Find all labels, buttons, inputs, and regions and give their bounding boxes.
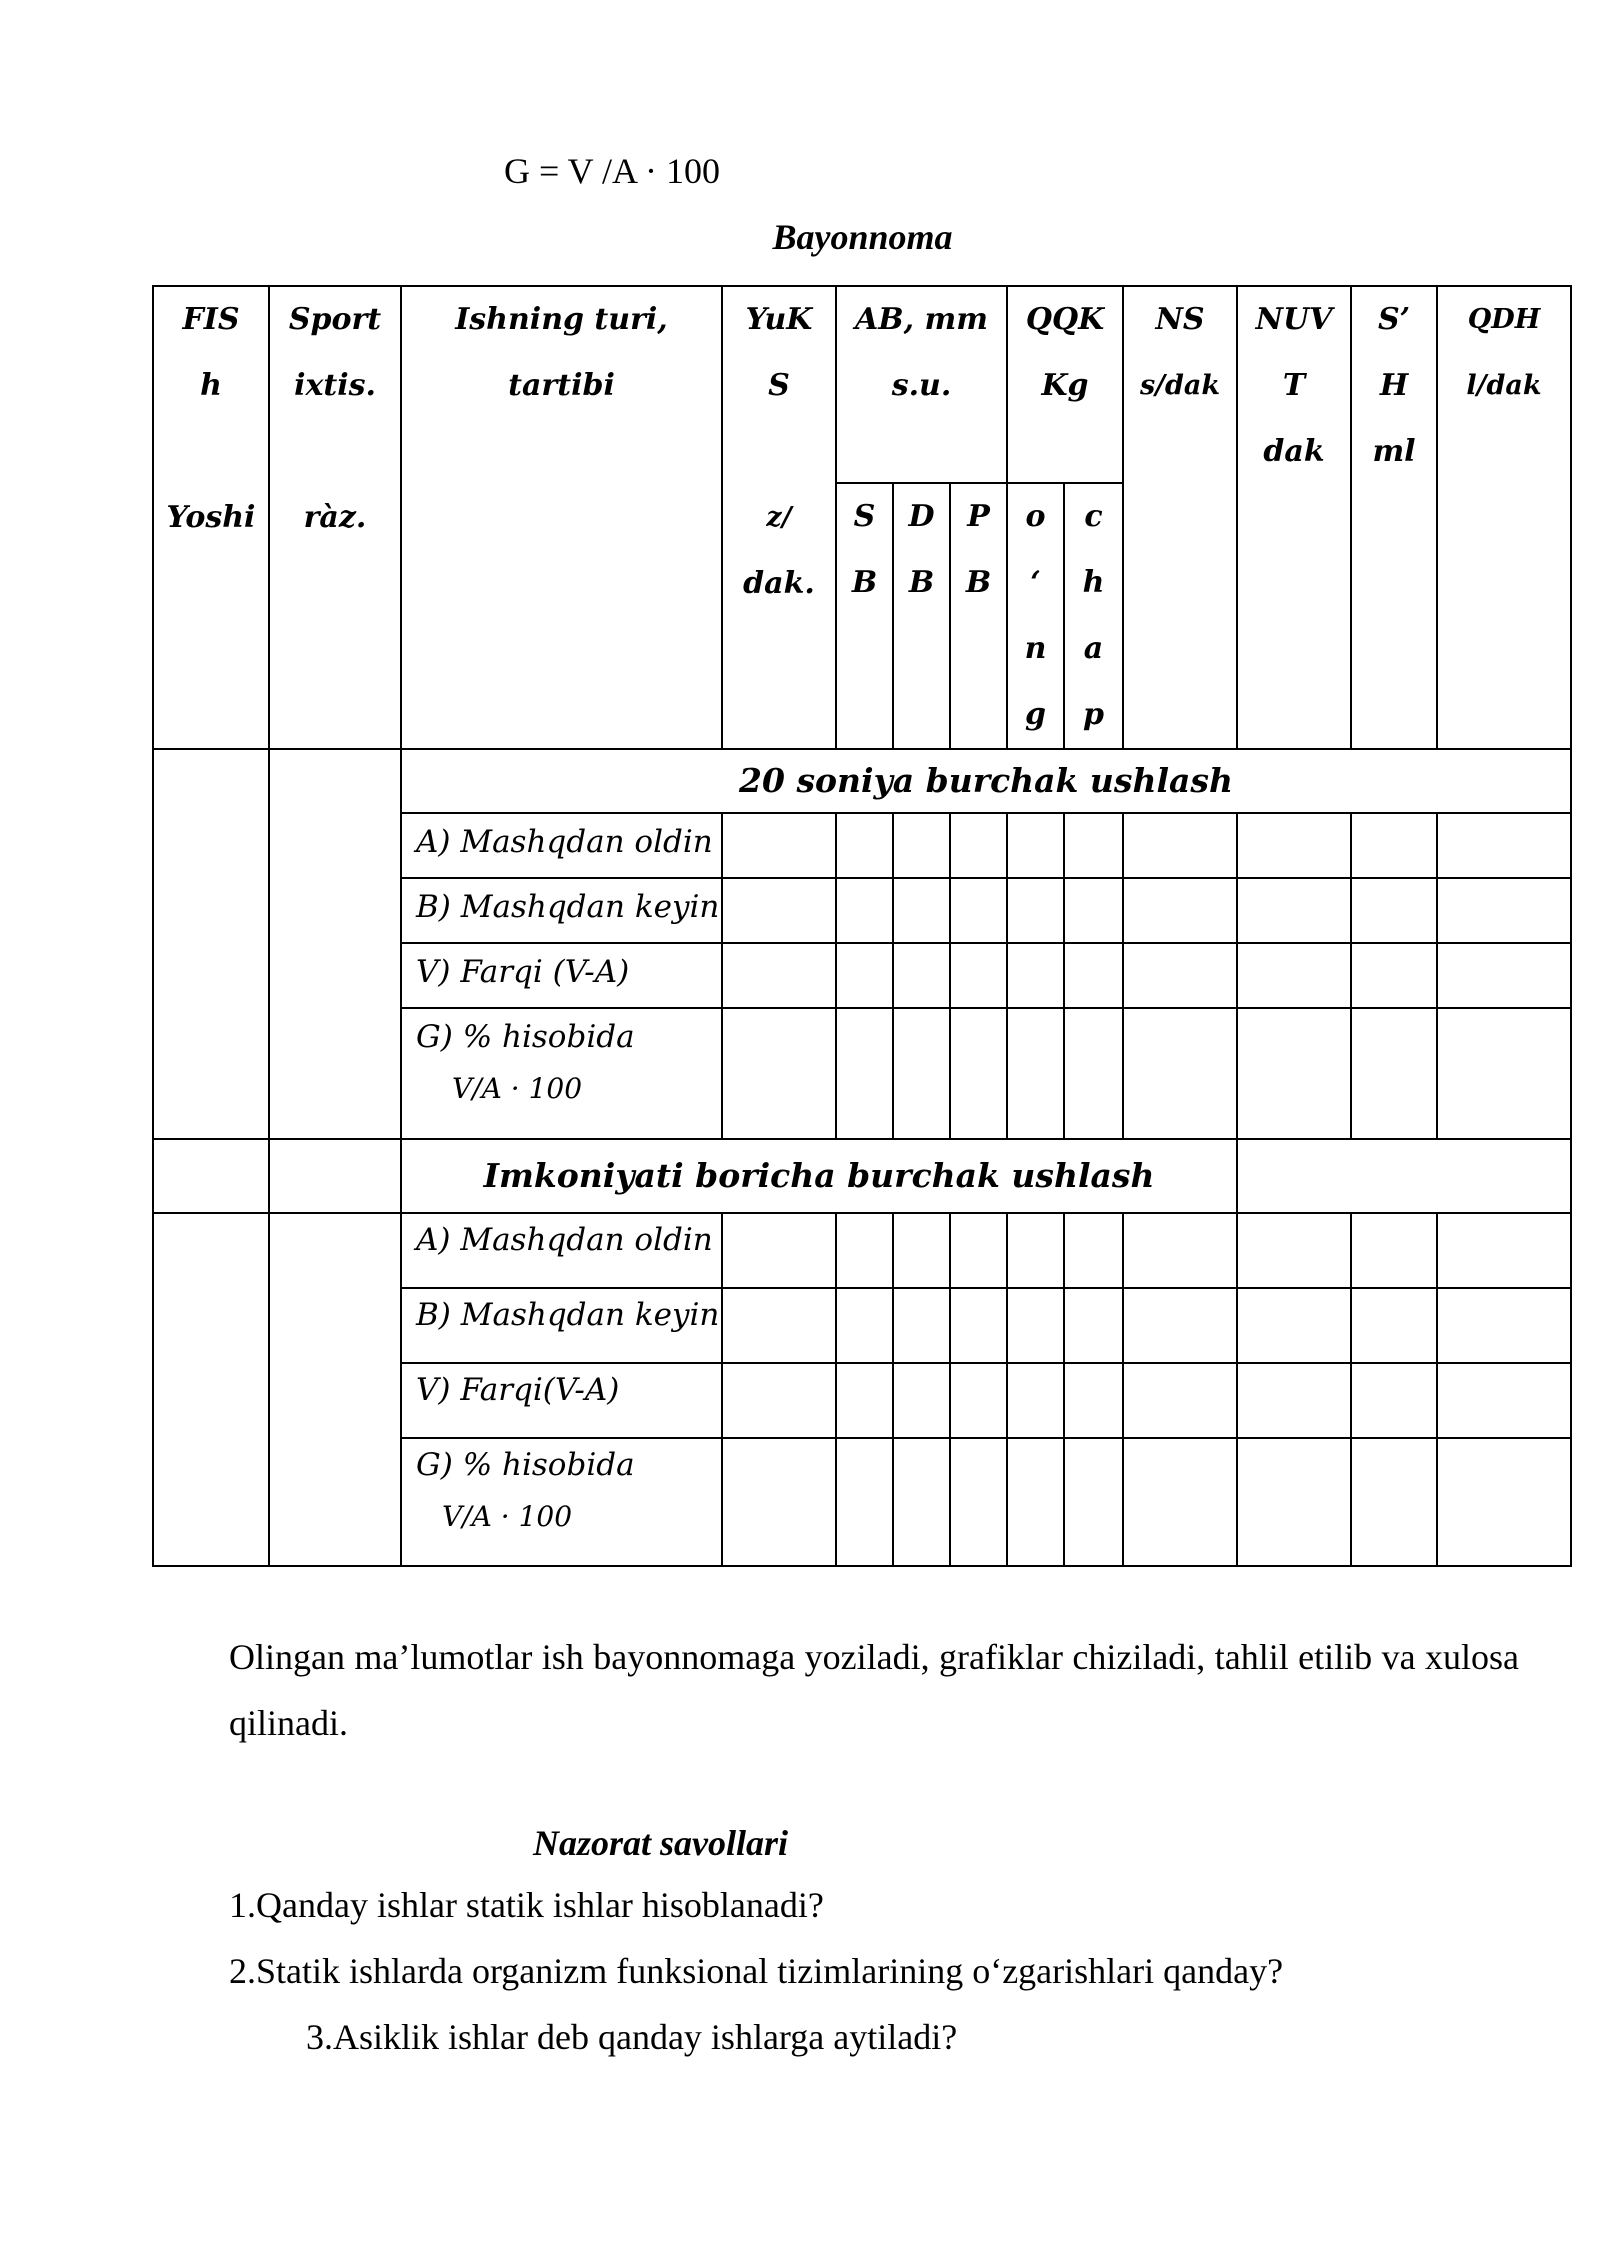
header-yuks: YuK S z/ dak. xyxy=(722,286,836,749)
section2-row-label: A) Mashqdan oldin xyxy=(401,1213,722,1288)
bayonnoma-table xyxy=(152,285,1572,1567)
header-pb: P B xyxy=(950,483,1007,749)
header-sb: S B xyxy=(836,483,893,749)
header-chap: c h a p xyxy=(1064,483,1123,749)
section2-fish-cell xyxy=(153,1213,269,1566)
question-2: 2.Statik ishlarda organizm funksional tizimlarining o‘zgarishlari qanday? xyxy=(229,1951,1284,1991)
conclusion-paragraph: Olingan ma’lumotlar ish bayonnomaga yoziladi, grafiklar chiziladi, tahlil etilib va xulosa qilinadi. xyxy=(229,1637,1519,1743)
section2-row-label: G) % hisobida V/A · 100 xyxy=(401,1438,722,1566)
questions-title: Nazorat savollari xyxy=(533,1823,789,1863)
section2-title-right-cell xyxy=(1237,1139,1571,1213)
header-db: D B xyxy=(893,483,950,749)
question-3: 3.Asiklik ishlar deb qanday ishlarga aytiladi? xyxy=(306,2017,958,2057)
header-sport: Sport ixtis. ràz. xyxy=(269,286,401,749)
document-title: Bayonnoma xyxy=(772,217,953,257)
section2-row-label: B) Mashqdan keyin xyxy=(401,1288,722,1363)
section2-fish-header-cell xyxy=(153,1139,269,1213)
section2-percent-formula: V/A · 100 xyxy=(442,1500,573,1533)
section2-row-label: V) Farqi(V-A) xyxy=(401,1363,722,1438)
header-nuvt: NUV T dak xyxy=(1237,286,1351,749)
header-qdh: QDH l/dak xyxy=(1437,286,1571,749)
header-ns: NS s/dak xyxy=(1123,286,1237,749)
section1-row-label: G) % hisobida V/A · 100 xyxy=(401,1008,722,1139)
header-ong: o ‘ n g xyxy=(1007,483,1064,749)
section1-fish-cell xyxy=(153,749,269,1139)
section2-title: Imkoniyati boricha burchak ushlash xyxy=(401,1139,1237,1213)
section1-row-label: B) Mashqdan keyin xyxy=(401,878,722,943)
header-sh: S’ H ml xyxy=(1351,286,1437,749)
question-1: 1.Qanday ishlar statik ishlar hisoblanadi? xyxy=(229,1885,824,1925)
section1-title: 20 soniya burchak ushlash xyxy=(401,749,1571,813)
header-qqk: QQK Kg xyxy=(1007,286,1123,483)
section2-sport-header-cell xyxy=(269,1139,401,1213)
formula: G = V /A · 100 xyxy=(504,151,720,191)
section1-row-label: A) Mashqdan oldin xyxy=(401,813,722,878)
section1-percent-formula: V/A · 100 xyxy=(452,1072,583,1105)
section2-sport-cell xyxy=(269,1213,401,1566)
section1-row-label: V) Farqi (V-A) xyxy=(401,943,722,1008)
header-ishning-turi: Ishning turi, tartibi xyxy=(401,286,722,749)
header-ab: AB, mm s.u. xyxy=(836,286,1007,483)
header-fish: FIS h Yoshi xyxy=(153,286,269,749)
section1-sport-cell xyxy=(269,749,401,1139)
